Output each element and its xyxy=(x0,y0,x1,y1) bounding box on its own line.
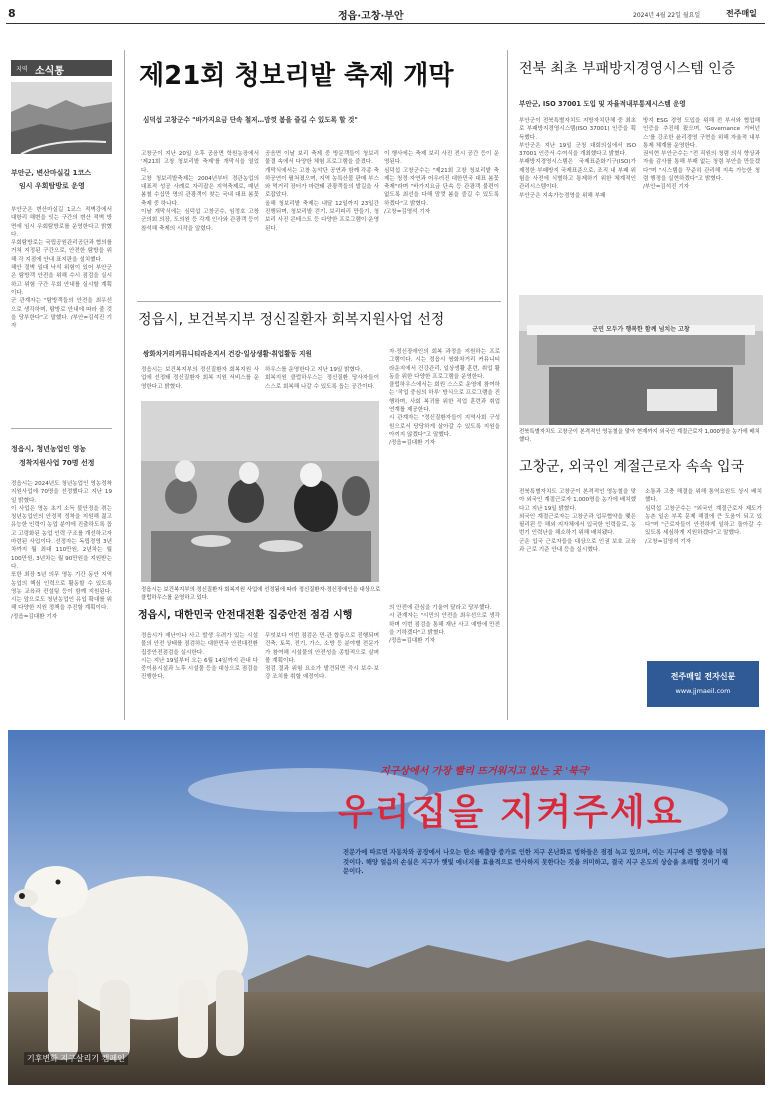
main-column-rule xyxy=(507,50,508,720)
ad-tagline: 지구상에서 가장 빨리 뜨거워지고 있는 곳 '북극' xyxy=(380,766,591,777)
anticorruption-headline: 전북 최초 부패방지경영시스템 인증 xyxy=(519,61,736,77)
mental-health-photo-caption: 정읍시는 보건복지부의 정신질환자 회복지원 사업에 선정됨에 따라 정신질환자·정신장애인을 대상으로 클럽하우스를 운영하고 있다. xyxy=(141,587,383,601)
workers-body-col1: 전북특별자치도 고창군이 본격적인 영농철을 맞아 외국인 계절근로자 1,000명을 농가에 배치했다고 지난 19일 밝혔다. 외국인 계절근로자는 고창군과 업무협약을 맺은 필리핀 등 해외 지자체에서 입국한 인력들로, 농번기 인력난을 해소하기 위해 배치됐다. 군은 입국 근로자들을 대상으로 인권 보호 교육과 근로 기준 안내 등을 실시했다. xyxy=(519,489,636,554)
safety-headline: 정읍시, 대한민국 안전대전환 집중안전 점검 시행 xyxy=(138,610,353,621)
ad-headline: 우리집을 지켜주세요 xyxy=(338,792,684,833)
promo-box[interactable] xyxy=(647,661,759,707)
issue-date: 2024년 4월 22일 월요일 xyxy=(633,12,701,19)
sidebar-item2-title-line2: 정착지원사업 70명 선정 xyxy=(19,459,95,467)
anticorruption-body-col1: 부안군이 전북특별자치도 지방자치단체 중 최초로 부패방지경영시스템(ISO 37001) 인증을 획득했다. 부안군은 지난 19일 군청 대회의실에서 ISO 37001 인증서 수여식을 개최했다고 밝혔다. 부패방지경영시스템은 국제표준화기구(ISO)가 제정한 부패방지 국제표준으로, 조직 내 부패 위험을 사전에 식별하고 통제하기 위한 체계적인 관리시스템이다. 부안군은 지속가능경영을 위해 부패 xyxy=(519,118,636,199)
sidebar-item2-title-line1: 정읍시, 청년농업인 영농 xyxy=(11,445,87,453)
section-title: 정읍·고창·부안 xyxy=(338,11,404,22)
anticorruption-body-col2: 방지 ESG 경영 도입을 위해 전 부서와 협업해 인증을 추진해 왔으며, 'Governance 거버넌스'를 강조한 윤리경영 구현을 위해 자율적 내부통제 체계를 운영한다. 권익현 부안군수는 "전 직원의 청렴 의식 향상과 자율 감사를 통해 부패 없는 청렴 부안을 만들겠다"며 "시스템을 꾸준히 관리해 지속 가능한 청렴 행정을 실현하겠다"고 밝혔다. /부안=김석진 기자 xyxy=(643,118,760,191)
promo-box-line2[interactable]: www.jjmaeil.com xyxy=(675,687,731,695)
safety-body-col3: 의 안전에 관심을 기울여 달라고 당부했다. 시 관계자는 "시민의 안전을 최우선으로 생각하며 이번 점검을 통해 재난 사고 예방에 만전을 기하겠다"고 밝혔다. /정읍=김대환 기자 xyxy=(389,605,500,645)
workers-headline: 고창군, 외국인 계절근로자 속속 입국 xyxy=(519,459,745,475)
mental-health-subheadline: 쌍화차거리커뮤니티라운지서 건강·일상생활·취업활동 지원 xyxy=(143,350,312,358)
safety-body-col2: 무엇보다 이번 점검은 민·관 합동으로 진행되며 건축, 토목, 전기, 가스, 소방 등 분야별 전문가가 참여해 시설물의 안전성을 종합적으로 살펴볼 계획이다. 점검 결과 위험 요소가 발견되면 즉시 보수·보강 조치를 취할 예정이다. xyxy=(265,633,379,681)
header-rule xyxy=(6,23,765,24)
mental-health-body-col1: 정읍시는 보건복지부의 정신질환자 회복지원 사업에 선정돼 정신질환자 회복 지원 서비스를 운영한다고 밝혔다. xyxy=(141,367,259,390)
workers-body-col2: 소통과 고충 해결을 위해 통역요원도 상시 배치했다. 심덕섭 고창군수는 "외국인 계절근로자 제도가 농촌 일손 부족 문제 해결에 큰 도움이 되고 있다"며 "근로자들이 안전하게 일하고 돌아갈 수 있도록 세심하게 지원하겠다"고 말했다. /고창=김영석 기자 xyxy=(645,489,762,545)
paper-name: 전주매일 xyxy=(726,9,757,18)
main-body-col2: 공음면 이날 보리 축제 중 방문객들이 청보리 물결 속에서 다양한 체험 프로그램을 즐겼다. 개막식에서는 고창 농악단 공연과 함께 각종 축하공연이 펼쳐졌으며, 지역 농특산물 판매 부스와 먹거리 장터가 마련돼 관광객들의 발길을 사로잡았다. 올해 청보리밭 축제는 내달 12일까지 23일간 진행되며, 청보리밭 걷기, 보리피리 만들기, 청보리 사진 콘테스트 등 다양한 프로그램이 운영된다. xyxy=(265,151,379,232)
sidebar-photo xyxy=(11,82,112,154)
group-photo xyxy=(519,295,763,425)
main-subheadline: 심덕섭 고창군수 "바가지요금 단속 철저…맘껏 봄을 즐길 수 있도록 할 것" xyxy=(143,116,358,124)
sidebar-label-prefix: 지역 xyxy=(16,66,28,73)
sidebar-item2-body: 정읍시는 2024년도 청년농업인 영농정착지원사업에 70명을 선정했다고 지난 19일 밝혔다. 이 사업은 영농 초기 소득 불안정을 겪는 청년농업인의 안정적 정착을 지원해 젊고 유능한 인력이 농업 분야에 진출하도록 돕고 고령화된 농업 인력 구조를 개선하고자 마련된 사업이다. 선정자는 독립경영 3년 차까지 월 최대 110만원, 2년차는 월 100만원, 3년차는 월 90만원을 지원받는다. 또한 최장 5년 의무 영농 기간 동안 지역 농업의 핵심 인력으로 활동할 수 있도록 영농 교육과 컨설팅 등이 함께 지원된다. 시는 앞으로도 청년농업인 유입 확대를 위해 다양한 지원 정책을 추진할 계획이다. /정읍=김대환 기자 xyxy=(11,481,112,620)
sidebar-divider xyxy=(11,428,112,429)
ad-body: 전문가에 따르면 자동차와 공장에서 나오는 탄소 배출량 증가로 인한 지구 온난화로 빙하들은 점점 녹고 있으며, 이는 지구에 큰 영향을 미칠 것이다. 해양 얼음의 손실은 지구가 햇빛 에너지를 효율적으로 반사하지 못한다는 것을 의미하고, 결국 지구 온도의 상승을 초래할 것이기 때문이다. xyxy=(343,849,728,875)
sidebar-label-main: 소식통 xyxy=(35,66,64,77)
mental-health-headline: 정읍시, 보건복지부 정신질환자 회복지원사업 선정 xyxy=(138,312,445,328)
sidebar-item1-title-line2: 임시 우회탐방로 운영 xyxy=(19,182,85,190)
main-headline: 제21회 청보리밭 축제 개막 xyxy=(139,61,454,91)
ad-footer: 기후변화 지구살리기 캠페인 xyxy=(24,1052,128,1065)
main-body-col1: 고창군이 지난 20일 오후 공음면 학원농장에서 '제21회 고창 청보리밭 축제'를 개막식을 열었다. 고창 청보리밭축제는 2004년부터 경관농업의 대표적 성공 사례로 자리잡은 지역축제로, 매년 봄철 수십만 명의 관광객이 찾는 국내 대표 봄꽃축제 중 하나다. 이날 개막식에는 심덕섭 고창군수, 임정호 고창군의회 의장, 도의원 등 각계 인사와 관광객 등이 참석해 축제의 시작을 알렸다. xyxy=(141,151,259,232)
sidebar-item1-body: 부안군은 변산마실길 1코스 적벽강에서 대항리 해변을 잇는 구간의 변산 적벽 방면에 임시 우회탐방로를 운영한다고 밝혔다. 우회탐방로는 국립공원관리공단과 협의를 거쳐 지정된 구간으로, 안전한 탐방을 위해 각 지점에 안내 표지판을 설치했다. 해안 절벽 일대 낙석 위험이 있어 부안군은 탐방객 안전을 위해 수시 점검을 실시하고 위험 구간 우회 안내를 실시할 계획이다. 군 관계자는 "탐방객들의 안전을 최우선으로 생각하며, 탐방로 안내에 따라 줄 것을 당부한다"고 말했다. /부안=김석진 기자 xyxy=(11,207,112,330)
workers-photo-banner: 군민 모두가 행복한 함께 넘치는 고창 xyxy=(527,325,755,335)
promo-box-line1: 전주매일 전자신문 xyxy=(670,672,736,681)
workers-photo xyxy=(519,295,763,425)
workers-photo-caption: 전북특별자치도 고창군이 본격적인 영농철을 맞아 현재까지 외국인 계절근로자 1,000명을 농가에 배치했다. xyxy=(519,429,760,443)
safety-body-col1: 정읍시가 재난이나 사고 발생 우려가 있는 시설물의 안전 상태를 점검하는 대한민국 안전대전환 집중안전점검을 실시한다. 시는 지난 19일부터 오는 6월 14일까지 관내 다중이용시설과 노후 시설물 등을 대상으로 점검을 진행한다. xyxy=(141,633,258,681)
sidebar xyxy=(11,60,112,720)
cooking-class-photo xyxy=(141,401,379,582)
sidebar-label xyxy=(11,60,112,76)
mental-health-top-rule xyxy=(137,301,501,302)
sidebar-column-rule xyxy=(124,50,125,720)
page-number: 8 xyxy=(8,7,16,20)
climate-ad xyxy=(8,730,765,1085)
mental-health-photo xyxy=(141,401,379,582)
anticorruption-subheadline: 부안군, ISO 37001 도입 및 자율적내부통제시스템 운영 xyxy=(519,100,686,108)
sidebar-item1-title-line1: 부안군, 변산마실길 1코스 xyxy=(11,169,92,177)
main-body-col3: 이 행사에는 축제 보리 사진 전시 공간 등이 운영된다. 심덕섭 고창군수는 "제21회 고창 청보리밭 축제는 청정 자연과 어우러진 대한민국 대표 봄꽃 축제"라며 "바가지요금 단속 등 관광객 불편이 없도록 최선을 다해 맘껏 봄을 즐길 수 있도록 하겠다"고 밝혔다. /고창=김영석 기자 xyxy=(384,151,499,216)
mental-health-body-col3: 자·정신장애인의 회복 과정을 지원하는 프로그램이다. 시는 정읍시 쌍화차거리 커뮤니티 라운지에서 건강관리, 일상생활 훈련, 취업 활동을 위한 다양한 프로그램을 운영한다. 클럽하우스에서는 회원 스스로 운영에 참여하는 '작업 중심의 하루' 방식으로 프로그램을 진행하며, 사회 복귀를 위한 직업 훈련과 취업 연계를 제공한다. 시 관계자는 "정신질환자들이 지역사회 구성원으로서 당당하게 살아갈 수 있도록 지원을 아끼지 않겠다"고 말했다. /정읍=김대환 기자 xyxy=(389,349,501,447)
mental-health-body-col2: 하우스를 운영한다고 지난 19일 밝혔다. 회복지원 클럽하우스는 정신질환 당사자들이 스스로 회복해 나갈 수 있도록 돕는 공간이다. xyxy=(265,367,379,390)
coastal-trail-photo xyxy=(11,82,112,154)
